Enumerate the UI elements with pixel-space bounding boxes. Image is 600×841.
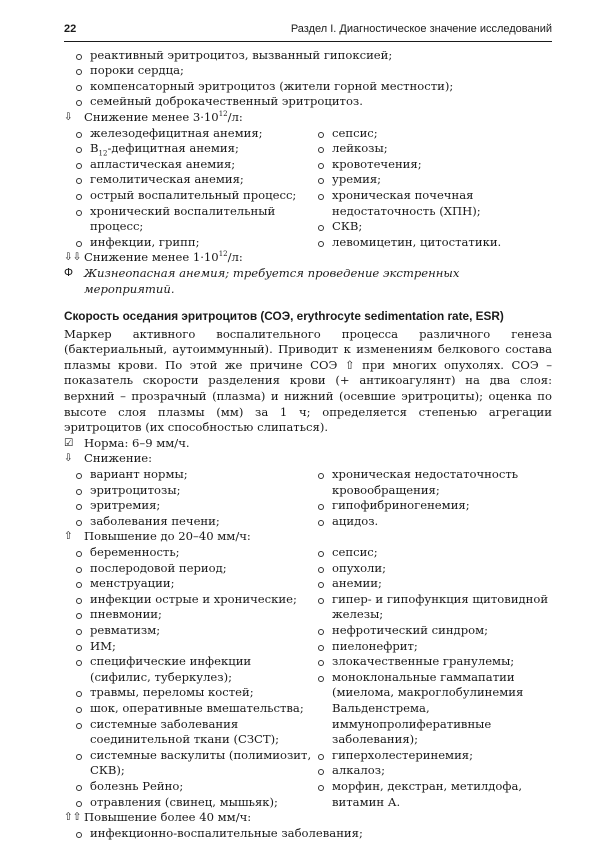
decrease-3-heading: ⇩ Снижение менее $3\cdot 10^{12}/л$: [64, 109, 243, 124]
emergency-note: Ф Жизнеопасная анемия; требуется проведение экстренных мероприятий. [64, 265, 460, 296]
checkbox-icon: ☑ [64, 436, 74, 449]
list-item: острый воспалительный процесс; [64, 188, 312, 204]
list-item: компенсаторный эритроцитоз (жители горной местности); [64, 79, 552, 95]
list-item: болезнь Рейно; [64, 779, 312, 795]
esr-decrease-columns [64, 467, 552, 529]
decrease-1-heading: ⇩⇩ Снижение менее $1\cdot 10^{12}/л$: [64, 250, 243, 265]
warning-icon: Ф [64, 266, 74, 279]
list-item: пиелонефрит; [312, 639, 552, 655]
list-item: опухоли; [312, 561, 552, 577]
list-item: пневмонии; [64, 607, 312, 623]
list-item: левомицетин, цитостатики. [312, 235, 552, 251]
list-item: $В_{12}$-дефицитная анемия; [64, 141, 312, 157]
list-item: вариант нормы; [64, 467, 312, 483]
list-item: злокачественные гранулемы; [312, 654, 552, 670]
list-item: системные заболевания соединительной ткани (СЗСТ); [64, 717, 312, 748]
list-item: шок, оперативные вмешательства; [64, 701, 312, 717]
arrow-down-icon: ⇩ [64, 110, 73, 123]
list-item: инфекционно-воспалительные заболевания; [64, 826, 552, 841]
list-item: ИМ; [64, 639, 312, 655]
esr-increase-columns [64, 545, 552, 810]
list-item: послеродовой период; [64, 561, 312, 577]
list-item: нефротический синдром; [312, 623, 552, 639]
list-item: травмы, переломы костей; [64, 685, 312, 701]
esr-decrease-heading: ⇩ Снижение: [64, 451, 153, 466]
list-item: анемии; [312, 576, 552, 592]
list-item: хроническая почечная недостаточность (ХПН); [312, 188, 552, 219]
list-item: сепсис; [312, 545, 552, 561]
list-item: отравления (свинец, мышьяк); [64, 795, 312, 811]
page-number: 22 [64, 23, 77, 35]
section-title: Раздел I. Диагностическое значение исследований [290, 23, 552, 35]
esr-paragraph: Маркер активного воспалительного процесса различного генеза (бактериальный, аутоиммунный). Приводит к изменениям белкового состава плазмы крови. По этой же причине СОЭ ⇧ при многих опухолях. СОЭ – показатель скорости разделения крови (+ антикоагулянт) на два слоя: верхний – прозрачный (плазма) и нижний (осевшие эритроциты); оценка по высоте слоя плазмы (мм) за 1 ч; определяется степенью агрегации эритроцитов (их способностью слипаться). [64, 326, 552, 435]
list-item: ревматизм; [64, 623, 312, 639]
top-bullet-list [64, 48, 552, 110]
list-item: лейкозы; [312, 141, 552, 157]
list-item: сепсис; [312, 126, 552, 142]
decrease-3-left [64, 126, 312, 251]
list-item: гиперхолестеринемия; [312, 748, 552, 764]
double-arrow-up-icon: ⇧⇧ [64, 811, 82, 824]
list-item: пороки сердца; [64, 63, 552, 79]
list-item: системные васкулиты (полимиозит, СКВ); [64, 748, 312, 779]
list-item: специфические инфекции (сифилис, туберкулез); [64, 654, 312, 685]
list-item: моноклональные гаммапатии (миелома, макроглобулинемия Вальденстрема, иммунопролиферативные заболевания); [312, 670, 552, 748]
list-item: заболевания печени; [64, 514, 312, 530]
list-item: алкалоз; [312, 763, 552, 779]
list-item: гемолитическая анемия; [64, 172, 312, 188]
list-item: инфекции острые и хронические; [64, 592, 312, 608]
list-item: морфин, декстран, метилдофа, витамин А. [312, 779, 552, 810]
list-item: гипофибриногенемия; [312, 498, 552, 514]
esr-norm: ☑ Норма: 6–9 мм/ч. [64, 435, 190, 450]
list-item: реактивный эритроцитоз, вызванный гипоксией; [64, 48, 552, 64]
esr-increase-right [312, 545, 552, 810]
list-item: хронический воспалительный процесс; [64, 204, 312, 235]
decrease-3-columns [64, 126, 552, 251]
list-item: СКВ; [312, 219, 552, 235]
esr-heading: Скорость оседания эритроцитов (СОЭ, erythrocyte sedimentation rate, ESR) [64, 309, 504, 324]
arrow-down-icon: ⇩ [64, 452, 73, 465]
list-item: семейный доброкачественный эритроцитоз. [64, 94, 552, 110]
list-item: кровотечения; [312, 157, 552, 173]
esr-decrease-right [312, 467, 552, 529]
esr-increase-40-heading: ⇧⇧ Повышение более 40 мм/ч: [64, 810, 252, 825]
esr-increase-heading: ⇧ Повышение до 20–40 мм/ч: [64, 529, 251, 544]
list-item: гипер- и гипофункция щитовидной железы; [312, 592, 552, 623]
list-item: железодефицитная анемия; [64, 126, 312, 142]
esr-increase-left [64, 545, 312, 810]
decrease-3-right [312, 126, 552, 251]
double-arrow-down-icon: ⇩⇩ [64, 251, 82, 264]
list-item: инфекции, грипп; [64, 235, 312, 251]
esr-increase-40-list [64, 826, 552, 841]
list-item: апластическая анемия; [64, 157, 312, 173]
list-item: хроническая недостаточность кровообращения; [312, 467, 552, 498]
list-item: эритремия; [64, 498, 312, 514]
list-item: уремия; [312, 172, 552, 188]
arrow-up-icon: ⇧ [64, 530, 73, 543]
list-item: менструации; [64, 576, 312, 592]
list-item: беременность; [64, 545, 312, 561]
list-item: эритроцитозы; [64, 483, 312, 499]
esr-decrease-left [64, 467, 312, 529]
running-header [64, 22, 552, 42]
list-item: ацидоз. [312, 514, 552, 530]
